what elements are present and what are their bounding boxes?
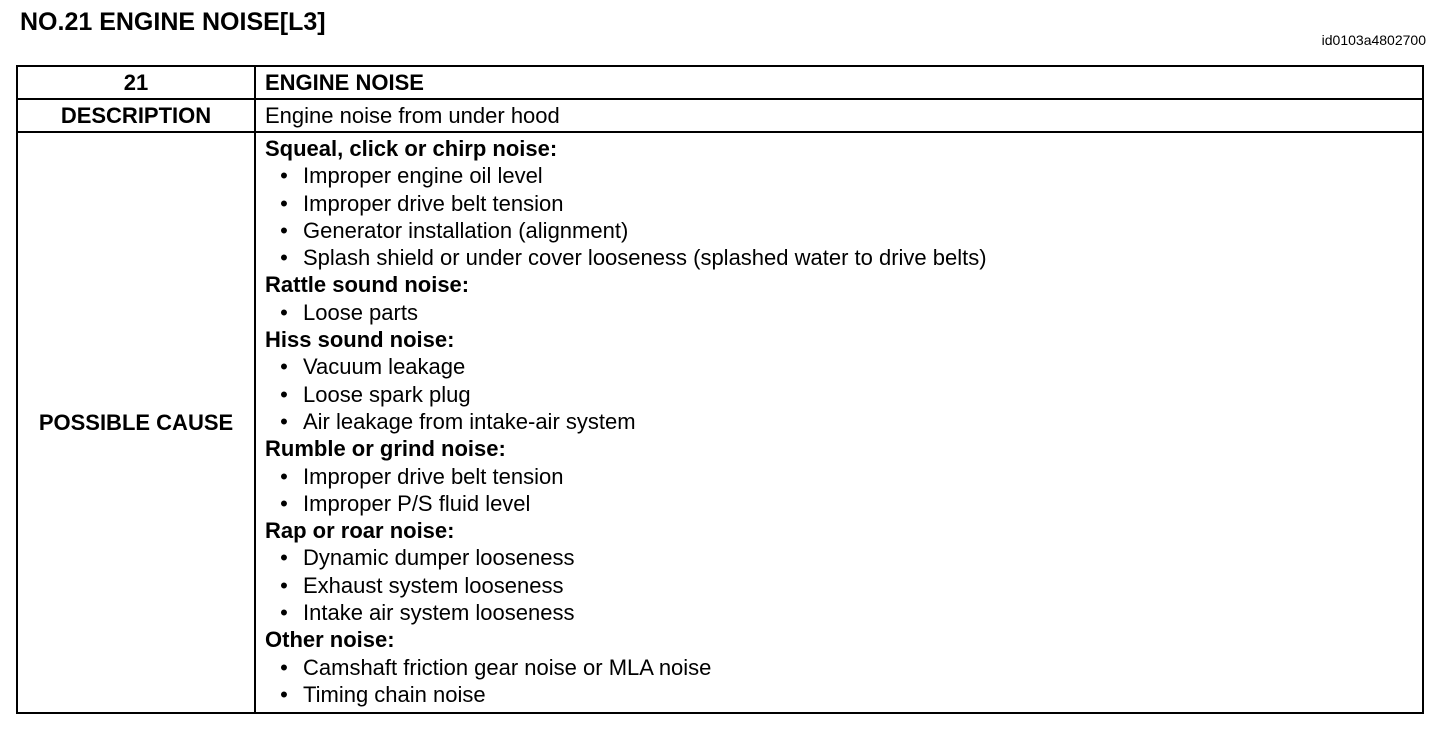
bullet-icon: • xyxy=(280,217,288,243)
cause-item-text: Vacuum leakage xyxy=(303,354,466,380)
bullet-icon: • xyxy=(280,381,288,407)
cause-item xyxy=(265,381,1422,408)
cause-item-text: Exhaust system looseness xyxy=(303,572,564,598)
possible-cause-list xyxy=(255,132,1423,713)
cause-group-heading: Rattle sound noise: xyxy=(265,272,470,298)
cause-item xyxy=(265,490,1422,517)
cause-item xyxy=(265,599,1422,626)
cause-group xyxy=(265,326,1422,435)
symptom-number: 21 xyxy=(17,66,255,99)
cause-item xyxy=(265,681,1422,708)
cause-item xyxy=(265,544,1422,571)
cause-group-heading: Hiss sound noise: xyxy=(265,327,455,353)
cause-group xyxy=(265,271,1422,326)
bullet-icon: • xyxy=(280,681,288,707)
possible-cause-row xyxy=(17,132,1423,713)
cause-item-text: Dynamic dumper looseness xyxy=(303,545,575,571)
description-value: Engine noise from under hood xyxy=(255,99,1423,132)
bullet-icon: • xyxy=(280,163,288,189)
cause-item-list xyxy=(265,353,1422,435)
cause-item-text: Intake air system looseness xyxy=(303,600,575,626)
cause-item-text: Splash shield or under cover looseness (splashed water to drive belts) xyxy=(303,245,987,271)
cause-item xyxy=(265,353,1422,380)
cause-item-text: Loose parts xyxy=(303,299,418,325)
cause-item xyxy=(265,654,1422,681)
cause-item xyxy=(265,463,1422,490)
cause-group-heading: Rap or roar noise: xyxy=(265,518,455,544)
cause-item-text: Improper P/S fluid level xyxy=(303,490,531,516)
bullet-icon: • xyxy=(280,190,288,216)
cause-group-heading: Other noise: xyxy=(265,627,395,653)
bullet-icon: • xyxy=(280,408,288,434)
cause-item-list xyxy=(265,299,1422,326)
cause-group xyxy=(265,135,1422,271)
cause-item-text: Timing chain noise xyxy=(303,681,486,707)
cause-item xyxy=(265,162,1422,189)
cause-item-list xyxy=(265,162,1422,271)
description-row xyxy=(17,99,1423,132)
bullet-icon: • xyxy=(280,299,288,325)
cause-group xyxy=(265,517,1422,626)
bullet-icon: • xyxy=(280,600,288,626)
cause-item xyxy=(265,217,1422,244)
cause-item-text: Camshaft friction gear noise or MLA noise xyxy=(303,654,712,680)
cause-item-text: Improper drive belt tension xyxy=(303,463,564,489)
cause-item-text: Improper drive belt tension xyxy=(303,190,564,216)
cause-item-list xyxy=(265,544,1422,626)
cause-group xyxy=(265,435,1422,517)
cause-item-text: Air leakage from intake-air system xyxy=(303,408,636,434)
page-title: NO.21 ENGINE NOISE[L3] xyxy=(20,8,326,36)
table-header-row xyxy=(17,66,1423,99)
cause-item xyxy=(265,408,1422,435)
cause-item-text: Loose spark plug xyxy=(303,381,471,407)
bullet-icon: • xyxy=(280,654,288,680)
bullet-icon: • xyxy=(280,245,288,271)
cause-item-list xyxy=(265,463,1422,518)
cause-item-text: Generator installation (alignment) xyxy=(303,217,629,243)
cause-item-text: Improper engine oil level xyxy=(303,163,543,189)
cause-group-heading: Squeal, click or chirp noise: xyxy=(265,136,558,161)
bullet-icon: • xyxy=(280,545,288,571)
document-id: id0103a4802700 xyxy=(1321,32,1426,48)
possible-cause-label: POSSIBLE CAUSE xyxy=(17,132,255,713)
bullet-icon: • xyxy=(280,463,288,489)
cause-item-list xyxy=(265,654,1422,709)
description-label: DESCRIPTION xyxy=(17,99,255,132)
symptom-name: ENGINE NOISE xyxy=(255,66,1423,99)
cause-item xyxy=(265,299,1422,326)
cause-group xyxy=(265,626,1422,708)
cause-item xyxy=(265,572,1422,599)
diagnosis-table xyxy=(16,65,1424,714)
bullet-icon: • xyxy=(280,572,288,598)
cause-item xyxy=(265,244,1422,271)
bullet-icon: • xyxy=(280,490,288,516)
cause-group-heading: Rumble or grind noise: xyxy=(265,436,506,462)
cause-item xyxy=(265,190,1422,217)
bullet-icon: • xyxy=(280,354,288,380)
